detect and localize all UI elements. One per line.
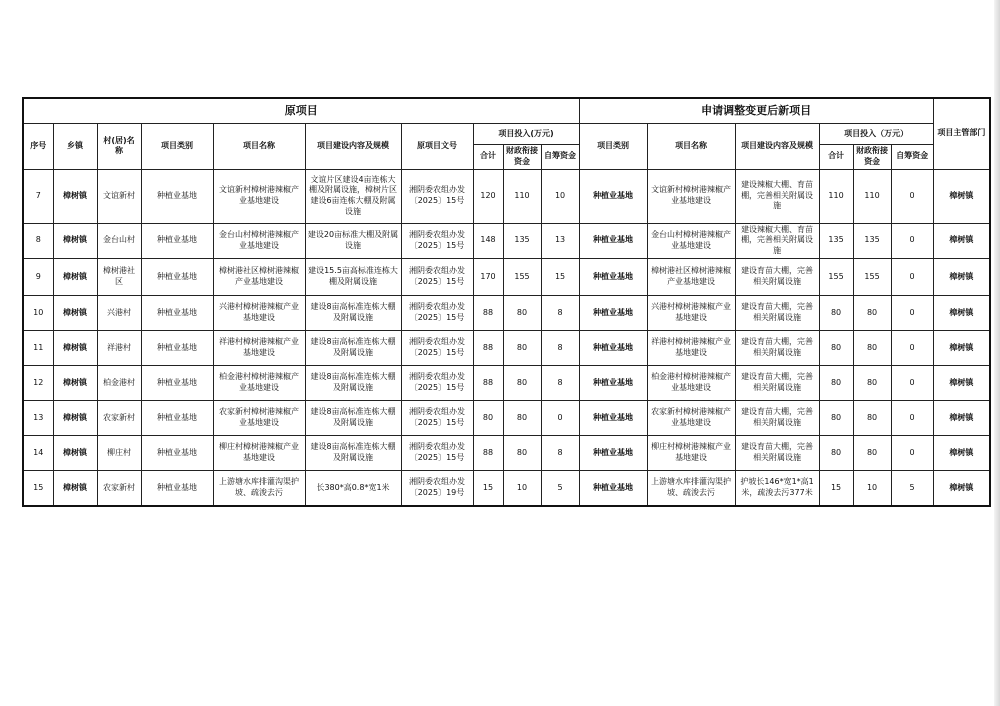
cell-total: 88 [473, 365, 503, 400]
cell-content: 建设8亩高标准连栋大棚及附属设施 [305, 400, 401, 435]
cell-new-category: 种植业基地 [579, 223, 647, 258]
cell-name: 祥港村樟树港辣椒产业基地建设 [213, 330, 305, 365]
cell-name: 兴港村樟树港辣椒产业基地建设 [213, 295, 305, 330]
col-new-category: 项目类别 [579, 124, 647, 170]
col-name: 项目名称 [213, 124, 305, 170]
cell-new-fiscal: 80 [853, 365, 891, 400]
cell-content: 建设15.5亩高标准连栋大棚及附属设施 [305, 258, 401, 295]
col-new-name: 项目名称 [647, 124, 735, 170]
new-project-heading: 申请调整变更后新项目 [579, 98, 933, 124]
cell-new-self: 0 [891, 330, 933, 365]
cell-village: 柏金港村 [97, 365, 141, 400]
cell-fiscal: 10 [503, 470, 541, 506]
table-row [23, 223, 990, 258]
cell-new-self: 0 [891, 435, 933, 470]
cell-new-self: 0 [891, 365, 933, 400]
cell-town: 樟树镇 [53, 400, 97, 435]
col-total: 合计 [473, 145, 503, 170]
cell-total: 120 [473, 169, 503, 223]
cell-new-total: 80 [819, 295, 853, 330]
cell-doc: 湘阴委农组办发〔2025〕19号 [401, 470, 473, 506]
cell-doc: 湘阴委农组办发〔2025〕15号 [401, 295, 473, 330]
cell-new-category: 种植业基地 [579, 435, 647, 470]
table-row [23, 169, 990, 223]
cell-self: 5 [541, 470, 579, 506]
cell-new-content: 建设辣椒大棚、育苗棚，完善相关附属设施 [735, 169, 819, 223]
cell-town: 樟树镇 [53, 223, 97, 258]
cell-village: 农家新村 [97, 400, 141, 435]
cell-fiscal: 110 [503, 169, 541, 223]
cell-village: 文谊新村 [97, 169, 141, 223]
cell-new-total: 135 [819, 223, 853, 258]
cell-name: 樟树港社区樟树港辣椒产业基地建设 [213, 258, 305, 295]
cell-new-name: 祥港村樟树港辣椒产业基地建设 [647, 330, 735, 365]
cell-self: 8 [541, 365, 579, 400]
cell-village: 金台山村 [97, 223, 141, 258]
cell-town: 樟树镇 [53, 258, 97, 295]
cell-new-total: 80 [819, 365, 853, 400]
cell-name: 农家新村樟树港辣椒产业基地建设 [213, 400, 305, 435]
cell-new-fiscal: 135 [853, 223, 891, 258]
cell-self: 8 [541, 435, 579, 470]
cell-new-name: 上游塘水库排灌沟渠护坡、疏浚去污 [647, 470, 735, 506]
cell-new-content: 建设育苗大棚，完善相关附属设施 [735, 365, 819, 400]
cell-new-content: 建设育苗大棚，完善相关附属设施 [735, 400, 819, 435]
cell-self: 8 [541, 330, 579, 365]
cell-name: 金台山村樟树港辣椒产业基地建设 [213, 223, 305, 258]
cell-new-total: 15 [819, 470, 853, 506]
col-self: 自筹资金 [541, 145, 579, 170]
cell-new-total: 110 [819, 169, 853, 223]
cell-new-fiscal: 155 [853, 258, 891, 295]
table-row [23, 435, 990, 470]
col-invest: 项目投入(万元) [473, 124, 579, 145]
table-row [23, 330, 990, 365]
project-adjustment-table [22, 97, 991, 507]
cell-seq: 14 [23, 435, 53, 470]
cell-dept: 樟树镇 [933, 223, 990, 258]
cell-self: 15 [541, 258, 579, 295]
table-body [23, 169, 990, 506]
col-content: 项目建设内容及规模 [305, 124, 401, 170]
cell-dept: 樟树镇 [933, 295, 990, 330]
cell-new-name: 文谊新村樟树港辣椒产业基地建设 [647, 169, 735, 223]
cell-category: 种植业基地 [141, 365, 213, 400]
cell-new-self: 0 [891, 295, 933, 330]
cell-fiscal: 80 [503, 330, 541, 365]
cell-doc: 湘阴委农组办发〔2025〕15号 [401, 365, 473, 400]
cell-dept: 樟树镇 [933, 365, 990, 400]
cell-new-category: 种植业基地 [579, 295, 647, 330]
cell-town: 樟树镇 [53, 330, 97, 365]
cell-seq: 11 [23, 330, 53, 365]
scan-edge-shadow [994, 0, 1000, 706]
cell-total: 88 [473, 295, 503, 330]
table-row [23, 400, 990, 435]
cell-dept: 樟树镇 [933, 169, 990, 223]
col-new-content: 项目建设内容及规模 [735, 124, 819, 170]
cell-new-content: 护坡长146*宽1*高1米，疏浚去污377米 [735, 470, 819, 506]
cell-content: 建设8亩高标准连栋大棚及附属设施 [305, 435, 401, 470]
original-project-heading: 原项目 [23, 98, 579, 124]
cell-category: 种植业基地 [141, 470, 213, 506]
cell-content: 建设20亩标准大棚及附属设施 [305, 223, 401, 258]
col-town: 乡镇 [53, 124, 97, 170]
cell-new-name: 金台山村樟树港辣椒产业基地建设 [647, 223, 735, 258]
cell-doc: 湘阴委农组办发〔2025〕15号 [401, 169, 473, 223]
cell-doc: 湘阴委农组办发〔2025〕15号 [401, 330, 473, 365]
col-seq: 序号 [23, 124, 53, 170]
cell-new-content: 建设育苗大棚，完善相关附属设施 [735, 258, 819, 295]
cell-new-content: 建设育苗大棚，完善相关附属设施 [735, 435, 819, 470]
cell-fiscal: 80 [503, 435, 541, 470]
cell-name: 文谊新村樟树港辣椒产业基地建设 [213, 169, 305, 223]
cell-new-self: 0 [891, 223, 933, 258]
cell-village: 农家新村 [97, 470, 141, 506]
cell-category: 种植业基地 [141, 330, 213, 365]
cell-new-fiscal: 10 [853, 470, 891, 506]
cell-village: 兴港村 [97, 295, 141, 330]
cell-category: 种植业基地 [141, 223, 213, 258]
cell-total: 170 [473, 258, 503, 295]
cell-dept: 樟树镇 [933, 470, 990, 506]
cell-self: 8 [541, 295, 579, 330]
cell-new-fiscal: 80 [853, 295, 891, 330]
cell-total: 148 [473, 223, 503, 258]
cell-town: 樟树镇 [53, 470, 97, 506]
cell-seq: 15 [23, 470, 53, 506]
cell-content: 建设8亩高标准连栋大棚及附属设施 [305, 330, 401, 365]
cell-new-name: 樟树港社区樟树港辣椒产业基地建设 [647, 258, 735, 295]
cell-category: 种植业基地 [141, 258, 213, 295]
cell-self: 0 [541, 400, 579, 435]
cell-village: 祥港村 [97, 330, 141, 365]
cell-new-total: 80 [819, 435, 853, 470]
cell-content: 长380*高0.8*宽1米 [305, 470, 401, 506]
cell-category: 种植业基地 [141, 400, 213, 435]
cell-new-self: 0 [891, 169, 933, 223]
cell-fiscal: 155 [503, 258, 541, 295]
cell-doc: 湘阴委农组办发〔2025〕15号 [401, 435, 473, 470]
cell-town: 樟树镇 [53, 435, 97, 470]
cell-new-total: 155 [819, 258, 853, 295]
cell-new-fiscal: 110 [853, 169, 891, 223]
cell-name: 上游塘水库排灌沟渠护坡、疏浚去污 [213, 470, 305, 506]
cell-self: 13 [541, 223, 579, 258]
cell-name: 柏金港村樟树港辣椒产业基地建设 [213, 365, 305, 400]
cell-new-category: 种植业基地 [579, 365, 647, 400]
cell-new-total: 80 [819, 400, 853, 435]
col-doc: 原项目文号 [401, 124, 473, 170]
cell-new-category: 种植业基地 [579, 258, 647, 295]
cell-new-self: 0 [891, 258, 933, 295]
cell-fiscal: 80 [503, 295, 541, 330]
cell-content: 建设8亩高标准连栋大棚及附属设施 [305, 365, 401, 400]
cell-self: 10 [541, 169, 579, 223]
cell-seq: 9 [23, 258, 53, 295]
cell-new-self: 0 [891, 400, 933, 435]
cell-doc: 湘阴委农组办发〔2025〕15号 [401, 223, 473, 258]
col-new-total: 合计 [819, 145, 853, 170]
cell-new-fiscal: 80 [853, 330, 891, 365]
cell-new-fiscal: 80 [853, 435, 891, 470]
cell-dept: 樟树镇 [933, 330, 990, 365]
table-row [23, 258, 990, 295]
cell-doc: 湘阴委农组办发〔2025〕15号 [401, 400, 473, 435]
dept-heading: 项目主管部门 [933, 98, 990, 169]
col-fiscal: 财政衔接资金 [503, 145, 541, 170]
cell-new-category: 种植业基地 [579, 169, 647, 223]
col-new-fiscal: 财政衔接资金 [853, 145, 891, 170]
cell-fiscal: 135 [503, 223, 541, 258]
cell-total: 88 [473, 330, 503, 365]
col-new-self: 自筹资金 [891, 145, 933, 170]
cell-content: 文谊片区建设4亩连栋大棚及附属设施，樟树片区建设6亩连栋大棚及附属设施 [305, 169, 401, 223]
cell-seq: 12 [23, 365, 53, 400]
cell-seq: 8 [23, 223, 53, 258]
cell-total: 80 [473, 400, 503, 435]
cell-category: 种植业基地 [141, 435, 213, 470]
cell-new-name: 柏金港村樟树港辣椒产业基地建设 [647, 365, 735, 400]
cell-total: 15 [473, 470, 503, 506]
cell-fiscal: 80 [503, 400, 541, 435]
cell-new-content: 建设辣椒大棚、育苗棚，完善相关附属设施 [735, 223, 819, 258]
cell-fiscal: 80 [503, 365, 541, 400]
cell-new-total: 80 [819, 330, 853, 365]
cell-category: 种植业基地 [141, 169, 213, 223]
cell-new-category: 种植业基地 [579, 330, 647, 365]
cell-new-content: 建设育苗大棚，完善相关附属设施 [735, 330, 819, 365]
col-new-invest: 项目投入（万元） [819, 124, 933, 145]
cell-dept: 樟树镇 [933, 258, 990, 295]
cell-category: 种植业基地 [141, 295, 213, 330]
cell-new-name: 柳庄村樟树港辣椒产业基地建设 [647, 435, 735, 470]
cell-town: 樟树镇 [53, 365, 97, 400]
col-category: 项目类别 [141, 124, 213, 170]
cell-name: 柳庄村樟树港辣椒产业基地建设 [213, 435, 305, 470]
cell-new-fiscal: 80 [853, 400, 891, 435]
cell-town: 樟树镇 [53, 169, 97, 223]
cell-new-content: 建设育苗大棚，完善相关附属设施 [735, 295, 819, 330]
cell-town: 樟树镇 [53, 295, 97, 330]
cell-seq: 7 [23, 169, 53, 223]
cell-content: 建设8亩高标准连栋大棚及附属设施 [305, 295, 401, 330]
cell-new-name: 兴港村樟树港辣椒产业基地建设 [647, 295, 735, 330]
cell-new-category: 种植业基地 [579, 470, 647, 506]
table-row [23, 295, 990, 330]
cell-new-name: 农家新村樟树港辣椒产业基地建设 [647, 400, 735, 435]
cell-seq: 13 [23, 400, 53, 435]
cell-village: 柳庄村 [97, 435, 141, 470]
cell-total: 88 [473, 435, 503, 470]
cell-dept: 樟树镇 [933, 400, 990, 435]
cell-doc: 湘阴委农组办发〔2025〕15号 [401, 258, 473, 295]
table-row [23, 365, 990, 400]
cell-new-self: 5 [891, 470, 933, 506]
cell-dept: 樟树镇 [933, 435, 990, 470]
cell-village: 樟树港社区 [97, 258, 141, 295]
cell-seq: 10 [23, 295, 53, 330]
cell-new-category: 种植业基地 [579, 400, 647, 435]
col-village: 村(居)名称 [97, 124, 141, 170]
table-row [23, 470, 990, 506]
